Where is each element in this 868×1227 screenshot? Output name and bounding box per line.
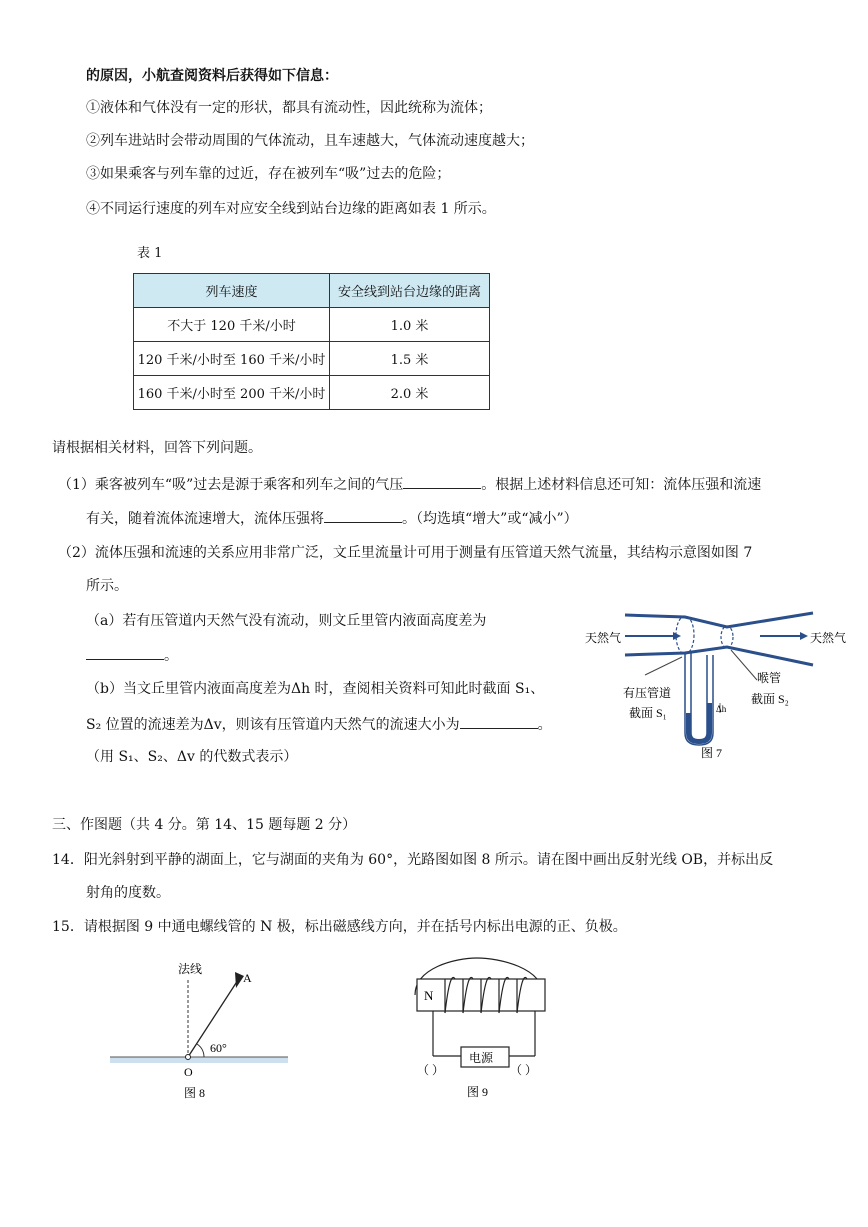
table-cell: 1.5 米 [330, 342, 490, 376]
normal-label: 法线 [178, 962, 203, 976]
q2-line2: 所示。 [86, 578, 128, 594]
figure-7-venturi [585, 605, 860, 770]
intro-text: 的原因，小航查阅资料后获得如下信息： [86, 68, 338, 84]
prompt-text: 请根据相关材料，回答下列问题。 [52, 440, 262, 456]
fact-2: ②列车进站时会带动周围的气体流动，且车速越大，气体流动速度越大； [86, 133, 534, 149]
section-3-title: 三、作图题（共 4 分。第 14、15 题每题 2 分） [52, 817, 357, 833]
table-cell: 1.0 米 [330, 308, 490, 342]
q2-line1: （2）流体压强和流速的关系应用非常广泛，文丘里流量计可用于测量有压管道天然气流量，其结构示意图如图 7 [58, 545, 753, 561]
fig7-caption: 图 7 [701, 746, 723, 760]
table-cell: 2.0 米 [330, 376, 490, 410]
pipe-walls [625, 613, 813, 665]
figure-8-reflection[interactable] [108, 958, 293, 1103]
q2b-line1: （b）当文丘里管内液面高度差为Δh 时，查阅相关资料可知此时截面 S₁、 [86, 681, 545, 697]
answer-blank[interactable] [403, 474, 481, 489]
fact-4: ④不同运行速度的列车对应安全线到站台边缘的距离如表 1 所示。 [86, 201, 496, 217]
q2a-line1: （a）若有压管道内天然气没有流动，则文丘里管内液面高度差为 [86, 613, 487, 629]
origin-label: O [184, 1065, 193, 1079]
pointer-s1 [645, 657, 682, 675]
gas-right-label: 天然气 [810, 631, 847, 645]
q1-text: 有关，随着流体流速增大，流体压强将 [86, 511, 324, 527]
q2a-text: 。 [164, 648, 178, 664]
q1-text: 。根据上述材料信息还可知：流体压强和流速 [481, 477, 762, 493]
table-header: 安全线到站台边缘的距离 [330, 274, 490, 308]
angle-label: 60° [210, 1041, 227, 1055]
lake-surface [110, 1057, 288, 1063]
q1-text: （1）乘客被列车“吸”过去是源于乘客和列车之间的气压 [58, 477, 404, 493]
power-source-label: 电源 [469, 1051, 494, 1065]
arrow-out-head [800, 632, 808, 640]
paren-right[interactable]: （ ） [510, 1063, 538, 1077]
speed-distance-table [133, 273, 490, 410]
q1-line2 [86, 508, 578, 529]
figure-9-solenoid[interactable] [395, 950, 565, 1105]
gas-left-label: 天然气 [585, 631, 622, 645]
table-caption: 表 1 [137, 246, 163, 261]
table-cell: 120 千米/小时至 160 千米/小时 [134, 342, 330, 376]
q2b-text: S₂ 位置的流速差为Δv，则该有压管道内天然气的流速大小为 [86, 717, 460, 733]
throat-label: 喉管 [757, 671, 782, 685]
q14-line2: 射角的度数。 [86, 885, 170, 901]
q2b-line2 [86, 714, 552, 735]
q1-line1 [58, 474, 761, 495]
q2b-text: 。 [537, 717, 552, 733]
answer-blank[interactable] [460, 714, 538, 729]
table-cell: 160 千米/小时至 200 千米/小时 [134, 376, 330, 410]
n-pole-label: N [424, 988, 434, 1003]
fig9-caption: 图 9 [467, 1085, 489, 1099]
point-a-label: A [243, 971, 252, 985]
dh-label: Δh [716, 704, 727, 714]
answer-blank[interactable] [324, 508, 402, 523]
q15-text: 15．请根据图 9 中通电螺线管的 N 极，标出磁感线方向，并在括号内标出电源的正、负极。 [52, 919, 627, 935]
pointer-s2 [731, 650, 757, 680]
paren-left[interactable]: （ ） [417, 1063, 445, 1077]
q14-line1: 14．阳光斜射到平静的湖面上，它与湖面的夹角为 60°，光路图如图 8 所示。请在图中画出反射光线 OB，并标出反 [52, 852, 774, 868]
pipe-label: 有压管道 [623, 686, 672, 700]
u-tube-liquid [686, 703, 712, 744]
fact-1: ①液体和气体没有一定的形状，都具有流动性，因此统称为流体； [86, 100, 492, 116]
q2a-line2 [86, 645, 178, 666]
angle-arc [197, 1044, 204, 1057]
point-o [186, 1055, 191, 1060]
table-cell: 不大于 120 千米/小时 [134, 308, 330, 342]
fact-3: ③如果乘客与列车靠的过近，存在被列车“吸”过去的危险； [86, 166, 451, 182]
s2-label: 截面 S₂ [751, 692, 789, 706]
q1-text: 。（均选填“增大”或“减小”） [402, 511, 578, 527]
answer-blank[interactable] [86, 645, 164, 660]
s1-label: 截面 S₁ [629, 706, 667, 720]
arrow-in-head [673, 632, 681, 640]
fig8-caption: 图 8 [184, 1086, 206, 1100]
table-header: 列车速度 [134, 274, 330, 308]
q2b-line3: （用 S₁、S₂、Δv 的代数式表示） [86, 749, 298, 765]
